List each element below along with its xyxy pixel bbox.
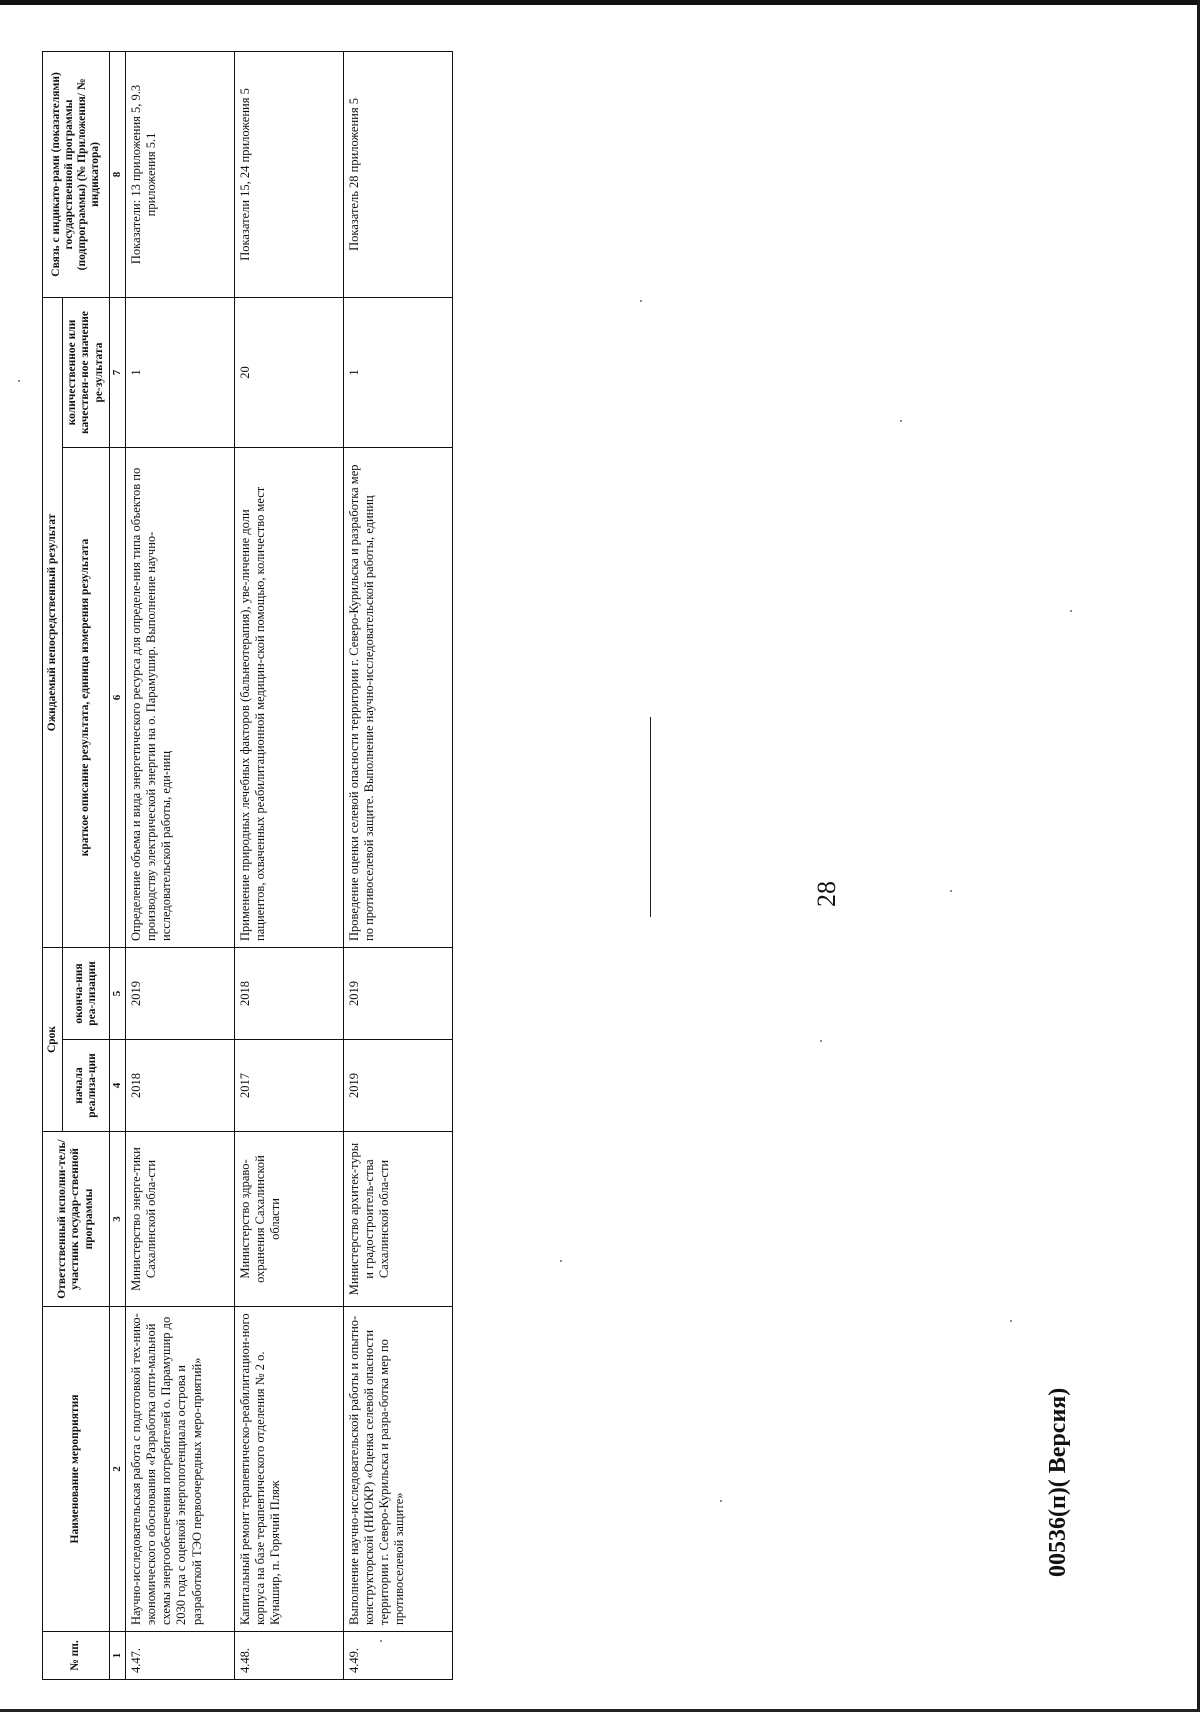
start-year: 2019 xyxy=(343,1040,452,1132)
end-year: 2019 xyxy=(125,947,234,1039)
measure-name: Выполнение научно-исследовательской работы и опытно-конструкторской (НИОКР) «Оценка селевой опасности территории г. Северо-Курильска и разра-ботка мер по противоселевой защите» xyxy=(343,1307,452,1632)
result-description: Проведение оценки селевой опасности территории г. Северо-Курильска и разработка мер по противоселевой защите. Выполнение научно-исследовательской работы, единиц xyxy=(343,447,452,947)
result-value: 1 xyxy=(125,297,234,447)
document-version-code: 00536(п)( Версия) xyxy=(1045,1387,1071,1577)
column-number: 7 xyxy=(109,297,125,447)
responsible-executor: Министерство здраво-охранения Сахалинской области xyxy=(234,1132,343,1307)
responsible-executor: Министерство энерге-тики Сахалинской обла-сти xyxy=(125,1132,234,1307)
header-value: количественное или качествен-ное значение ре-зультата xyxy=(63,297,110,447)
header-end: оконча-ния реа-лизации xyxy=(63,947,110,1039)
table-row xyxy=(125,51,234,1679)
column-number: 8 xyxy=(109,51,125,297)
column-number: 3 xyxy=(109,1132,125,1307)
column-number: 4 xyxy=(109,1040,125,1132)
header-term: Срок xyxy=(43,947,63,1131)
row-number: 4.47. xyxy=(125,1632,234,1680)
indicator-link: Показатели: 13 приложения 5, 9.3 приложения 5.1 xyxy=(125,51,234,297)
result-value: 20 xyxy=(234,297,343,447)
result-value: 1 xyxy=(343,297,452,447)
header-expected-result: Ожидаемый непосредственный результат xyxy=(43,297,63,947)
separator-line xyxy=(650,717,651,917)
row-number: 4.48. xyxy=(234,1632,343,1680)
indicator-link: Показатели 15, 24 приложения 5 xyxy=(234,51,343,297)
column-number: 1 xyxy=(109,1632,125,1680)
start-year: 2018 xyxy=(125,1040,234,1132)
result-description: Определение объема и вида энергетического ресурса для определе-ния типа объектов по производству электрической энергии на о. Парамушир. Выполнение научно-исследовательской работы, еди-ниц xyxy=(125,447,234,947)
measure-name: Научно-исследовательская работа с подготовкой тех-нико-экономического обоснования «Разработка опти-мальной схемы энергообеспечения потребителей о. Парамушир до 2030 года с оценкой энергопотенциала острова и разработкой ТЭО первоочередных меро-приятий» xyxy=(125,1307,234,1632)
end-year: 2019 xyxy=(343,947,452,1039)
responsible-executor: Министерство архитек-туры и градостроитель-ства Сахалинской обла-сти xyxy=(343,1132,452,1307)
measure-name: Капитальный ремонт терапевтическо-реабилитацион-ного корпуса на базе терапевтического отделения № 2 о. Кунашир, п. Горячий Пляж xyxy=(234,1307,343,1632)
column-number: 2 xyxy=(109,1307,125,1632)
end-year: 2018 xyxy=(234,947,343,1039)
start-year: 2017 xyxy=(234,1040,343,1132)
column-number: 5 xyxy=(109,947,125,1039)
page-number: 28 xyxy=(812,881,841,907)
header-responsible: Ответственный исполни-тель/участник государ-ственной программы xyxy=(43,1132,110,1307)
header-description: краткое описание результата, единица измерения результата xyxy=(63,447,110,947)
header-indicator-link: Связь с индикато-рами (показателями) государственной программы (подпрограммы) (№ Приложения/ № индикатора) xyxy=(43,51,110,297)
result-description: Применение природных лечебных факторов (бальнеотерапия), уве-личение доли пациентов, охваченных реабилитационной медицин-ской помощью, количество мест xyxy=(234,447,343,947)
table-row xyxy=(343,51,452,1679)
measures-table xyxy=(42,51,453,1680)
header-start: начала реализа-ции xyxy=(63,1040,110,1132)
header-no: № пп. xyxy=(43,1632,110,1680)
header-name: Наименование мероприятия xyxy=(43,1307,110,1632)
row-number: 4.49. xyxy=(343,1632,452,1680)
column-number: 6 xyxy=(109,447,125,947)
table-row xyxy=(234,51,343,1679)
indicator-link: Показатель 28 приложения 5 xyxy=(343,51,452,297)
